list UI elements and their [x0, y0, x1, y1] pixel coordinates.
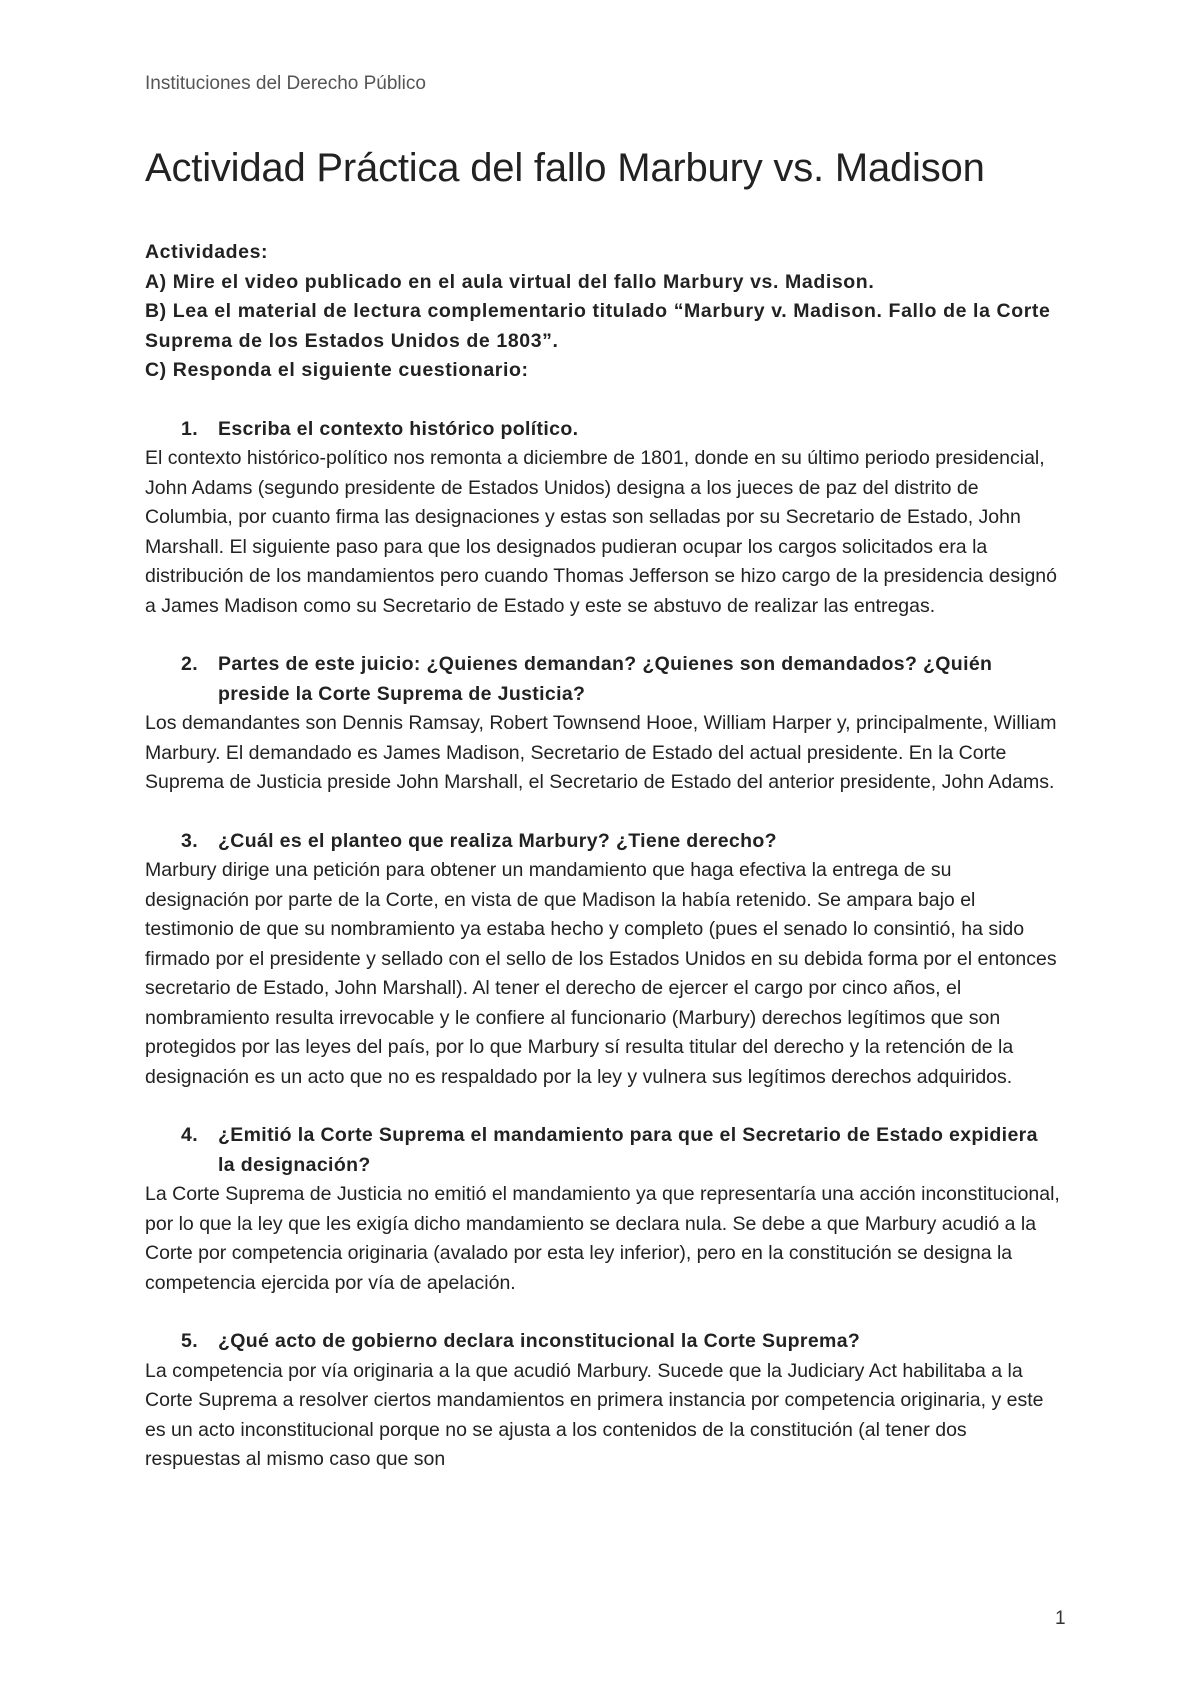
question-text: ¿Emitió la Corte Suprema el mandamiento para que el Secretario de Estado expidiera la designación?: [218, 1124, 1038, 1176]
question-heading: [145, 1121, 1060, 1180]
question-number: 5.: [181, 1330, 198, 1352]
answer-text: El contexto histórico-político nos remonta a diciembre de 1801, donde en su último periodo presidencial, John Adams (segundo presidente de Estados Unidos) designa a los jueces de paz del distrito de Columbia, por cuanto firma las designaciones y estas son selladas por su Secretario de Estado, John Marshall. El siguiente paso para que los designados pudieran ocupar los cargos solicitados era la distribución de los mandamientos pero cuando Thomas Jefferson se hizo cargo de la presidencia designó a James Madison como su Secretario de Estado y este se abstuvo de realizar las entregas.: [145, 447, 1057, 617]
answer-text: Marbury dirige una petición para obtener un mandamiento que haga efectiva la entrega de su designación por parte de la Corte, en vista de que Madison la había retenido. Se ampara bajo el testimonio de que su nombramiento ya estaba hecho y completo (pues el senado lo consintió, ha sido firmado por el presidente y sellado con el sello de los Estados Unidos en su debida forma por el entonces secretario de Estado, John Marshall). Al tener el derecho de ejercer el cargo por cinco años, el nombramiento resulta irrevocable y le confiere al funcionario (Marbury) derechos legítimos que son protegidos por las leyes del país, por lo que Marbury sí resulta titular del derecho y la retención de la designación es un acto que no es respaldado por la ley y vulnera sus legítimos derechos adquiridos.: [145, 859, 1057, 1088]
question-heading: [145, 650, 1060, 709]
question-number: 1.: [181, 417, 198, 440]
question-block-5: [145, 1327, 1060, 1475]
question-block-3: [145, 827, 1060, 1093]
question-block-4: [145, 1121, 1060, 1298]
answer-text: Los demandantes son Dennis Ramsay, Robert Townsend Hooe, William Harper y, principalmente, William Marbury. El demandado es James Madison, Secretario de Estado del actual presidente. En la Corte Suprema de Justicia preside John Marshall, el Secretario de Estado del anterior presidente, John Adams.: [145, 712, 1057, 793]
page-number: 1: [1055, 1608, 1066, 1629]
question-heading: [145, 827, 1060, 857]
question-heading: [145, 415, 1060, 445]
question-block-1: [145, 415, 1060, 622]
activity-a: A) Mire el video publicado en el aula virtual del fallo Marbury vs. Madison.: [145, 270, 875, 293]
question-heading: [145, 1327, 1060, 1357]
activity-b: B) Lea el material de lectura complementario titulado “Marbury v. Madison. Fallo de la Corte Suprema de los Estados Unidos de 1803”.: [145, 300, 1051, 352]
page-header: Instituciones del Derecho Público: [145, 73, 426, 94]
activities-heading: Actividades:: [145, 241, 269, 263]
question-text: ¿Cuál es el planteo que realiza Marbury? ¿Tiene derecho?: [218, 829, 777, 852]
question-text: Escriba el contexto histórico político.: [218, 417, 579, 440]
answer-text: La competencia por vía originaria a la que acudió Marbury. Sucede que la Judiciary Act habilitaba a la Corte Suprema a resolver ciertos mandamientos en primera instancia por competencia originaria, y este es un acto inconstitucional porque no se ajusta a los contenidos de la constitución (al tener dos respuestas al mismo caso que son: [145, 1359, 1044, 1470]
activity-c: C) Responda el siguiente cuestionario:: [145, 359, 529, 381]
question-text: ¿Qué acto de gobierno declara inconstitucional la Corte Suprema?: [218, 1330, 861, 1352]
question-number: 3.: [181, 829, 198, 852]
activities-section: [145, 238, 1060, 386]
question-number: 2.: [181, 653, 198, 675]
document-body: [145, 238, 1060, 1475]
document-title: Actividad Práctica del fallo Marbury vs. Madison: [145, 146, 985, 190]
question-block-2: [145, 650, 1060, 798]
question-number: 4.: [181, 1124, 198, 1146]
answer-text: La Corte Suprema de Justicia no emitió el mandamiento ya que representaría una acción inconstitucional, por lo que la ley que les exigía dicho mandamiento se declara nula. Se debe a que Marbury acudió a la Corte por competencia originaria (avalado por esta ley inferior), pero en la constitución se designa la competencia ejercida por vía de apelación.: [145, 1183, 1060, 1294]
question-text: Partes de este juicio: ¿Quienes demandan? ¿Quienes son demandados? ¿Quién preside la Corte Suprema de Justicia?: [218, 653, 993, 705]
